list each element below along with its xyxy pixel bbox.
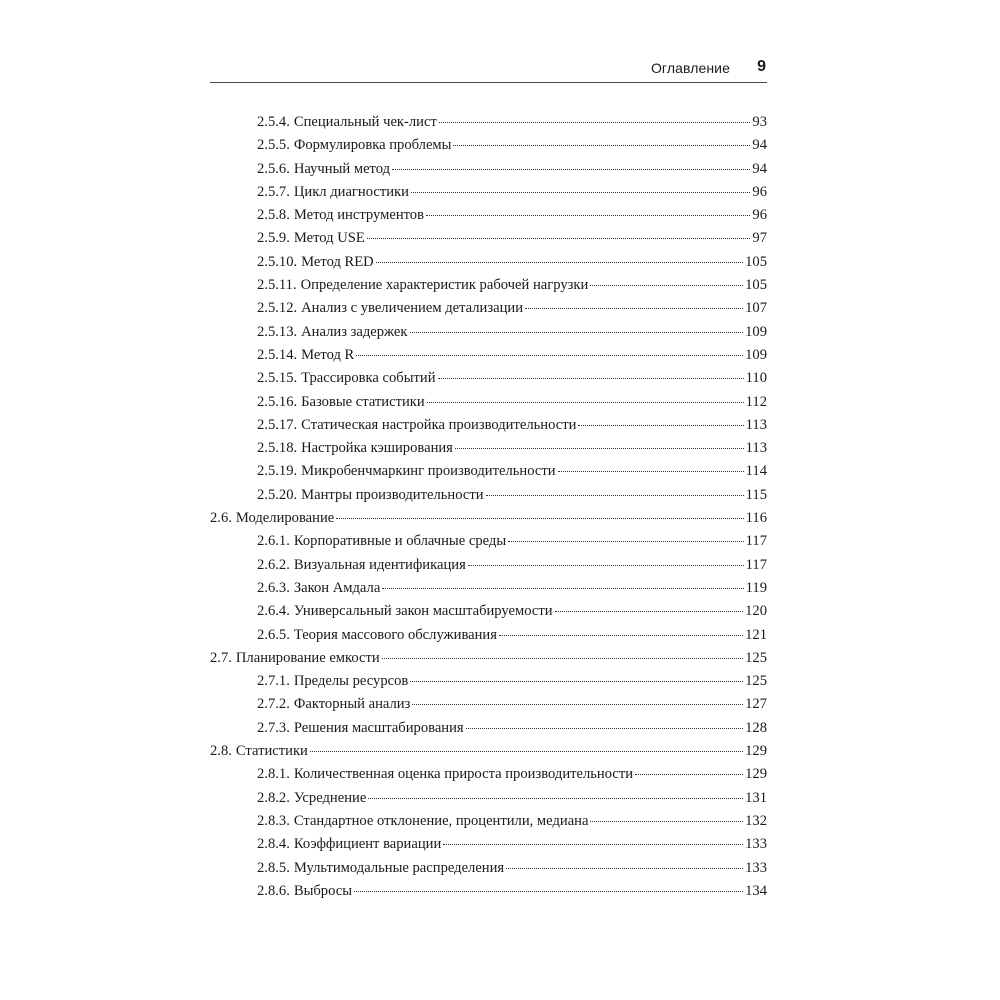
toc-entry[interactable] xyxy=(210,600,767,623)
toc-entry[interactable] xyxy=(210,810,767,833)
toc-entry-number: 2.5.11. xyxy=(257,277,297,294)
toc-entry-number: 2.5.10. xyxy=(257,253,298,270)
toc-entry-number: 2.7.3. xyxy=(257,719,290,736)
toc-entry-number: 2.5.5. xyxy=(257,137,290,154)
toc-entry-title: Метод RED xyxy=(301,253,374,270)
toc-entry-page: 109 xyxy=(745,323,767,340)
toc-entry-page: 105 xyxy=(745,253,767,270)
toc-entry-title: Статическая настройка производительности xyxy=(301,416,577,433)
toc-dot-leader xyxy=(590,285,743,286)
toc-entry-page: 133 xyxy=(745,836,767,853)
toc-entry-title: Мантры производительности xyxy=(301,486,484,503)
toc-entry-number: 2.5.12. xyxy=(257,300,298,317)
toc-entry-number: 2.5.19. xyxy=(257,463,298,480)
toc-entry[interactable] xyxy=(210,880,767,903)
toc-dot-leader xyxy=(443,844,743,845)
toc-entry[interactable] xyxy=(210,181,767,204)
toc-dot-leader xyxy=(578,425,743,426)
toc-entry-page: 119 xyxy=(745,579,767,596)
toc-dot-leader xyxy=(310,751,743,752)
toc-entry-number: 2.5.8. xyxy=(257,207,290,224)
toc-entry-title: Визуальная идентификация xyxy=(293,556,466,573)
toc-dot-leader xyxy=(590,821,743,822)
toc-entry[interactable] xyxy=(210,414,767,437)
toc-entry-title: Настройка кэширования xyxy=(301,440,453,457)
toc-entry-title: Метод R xyxy=(301,346,355,363)
toc-dot-leader xyxy=(499,635,743,636)
toc-entry-page: 127 xyxy=(745,696,767,713)
toc-entry-title: Теория массового обслуживания xyxy=(293,626,497,643)
toc-dot-leader xyxy=(466,728,743,729)
toc-entry-page: 114 xyxy=(745,463,767,480)
toc-entry-number: 2.5.18. xyxy=(257,440,298,457)
toc-entry-title: Выбросы xyxy=(293,882,353,899)
toc-entry-title: Метод USE xyxy=(293,230,365,247)
toc-entry[interactable] xyxy=(210,204,767,227)
toc-dot-leader xyxy=(506,868,743,869)
toc-entry-title: Пределы ресурсов xyxy=(293,673,409,690)
toc-entry-number: 2.5.9. xyxy=(257,230,290,247)
toc-entry[interactable] xyxy=(210,787,767,810)
toc-dot-leader xyxy=(411,192,750,193)
toc-entry-page: 93 xyxy=(752,114,767,130)
toc-dot-leader xyxy=(336,518,743,519)
toc-entry[interactable] xyxy=(210,670,767,693)
toc-dot-leader xyxy=(382,588,743,589)
toc-entry-number: 2.8.4. xyxy=(257,836,290,853)
toc-entry[interactable] xyxy=(210,391,767,414)
toc-entry-page: 96 xyxy=(752,183,767,200)
toc-entry-number: 2.5.15. xyxy=(257,370,298,387)
toc-dot-leader xyxy=(486,495,744,496)
toc-dot-leader xyxy=(427,402,744,403)
toc-entry-title: Определение характеристик рабочей нагрузки xyxy=(300,277,589,294)
toc-entry-number: 2.8.3. xyxy=(257,812,290,829)
toc-entry-title: Формулировка проблемы xyxy=(293,137,452,154)
toc-entry-page: 116 xyxy=(745,510,767,527)
running-header xyxy=(210,58,767,83)
toc-entry-page: 112 xyxy=(745,393,767,410)
toc-entry-title: Микробенчмаркинг производительности xyxy=(301,463,556,480)
toc-entry-title: Универсальный закон масштабируемости xyxy=(293,603,553,620)
toc-dot-leader xyxy=(382,658,743,659)
toc-entry[interactable] xyxy=(210,344,767,367)
toc-entry[interactable] xyxy=(210,577,767,600)
toc-entry-number: 2.6.3. xyxy=(257,579,290,596)
toc-entry-number: 2.5.7. xyxy=(257,183,290,200)
toc-entry[interactable] xyxy=(210,693,767,716)
toc-entry-page: 129 xyxy=(745,743,767,760)
toc-entry-page: 133 xyxy=(745,859,767,876)
toc-entry-page: 113 xyxy=(745,416,767,433)
toc-entry-title: Усреднение xyxy=(293,789,367,806)
toc-entry-title: Корпоративные и облачные среды xyxy=(293,533,507,550)
toc-entry-page: 110 xyxy=(745,370,767,387)
toc-dot-leader xyxy=(356,355,743,356)
toc-entry-page: 115 xyxy=(745,486,767,503)
toc-dot-leader xyxy=(426,215,750,216)
toc-entry-number: 2.6.1. xyxy=(257,533,290,550)
toc-entry-title: Научный метод xyxy=(293,160,391,177)
toc-entry-number: 2.6.2. xyxy=(257,556,290,573)
toc-entry[interactable] xyxy=(210,321,767,344)
toc-entry-title: Планирование емкости xyxy=(235,649,380,666)
toc-entry-title: Коэффициент вариации xyxy=(293,836,442,853)
toc-entry-page: 96 xyxy=(752,207,767,224)
toc-entry-number: 2.6.5. xyxy=(257,626,290,643)
toc-entry[interactable] xyxy=(210,717,767,740)
toc-dot-leader xyxy=(410,332,744,333)
toc-dot-leader xyxy=(354,891,743,892)
toc-entry-page: 120 xyxy=(745,603,767,620)
toc-entry[interactable] xyxy=(210,251,767,274)
toc-entry-number: 2.6.4. xyxy=(257,603,290,620)
toc-entry[interactable] xyxy=(210,158,767,181)
toc-entry-page: 113 xyxy=(745,440,767,457)
toc-entry-title: Закон Амдала xyxy=(293,579,381,596)
toc-entry-page: 134 xyxy=(745,882,767,899)
toc-entry-page: 128 xyxy=(745,719,767,736)
toc-dot-leader xyxy=(438,378,744,379)
toc-entry[interactable] xyxy=(210,460,767,483)
toc-dot-leader xyxy=(558,471,744,472)
toc-entry[interactable] xyxy=(210,297,767,320)
toc-entry-number: 2.8.2. xyxy=(257,789,290,806)
toc-entry-page: 131 xyxy=(745,789,767,806)
toc-dot-leader xyxy=(367,238,751,239)
toc-entry-page: 94 xyxy=(752,160,767,177)
toc-entry-number: 2.5.14. xyxy=(257,346,298,363)
toc-entry[interactable] xyxy=(210,484,767,507)
toc-entry-title: Стандартное отклонение, процентили, медиана xyxy=(293,812,589,829)
toc-dot-leader xyxy=(555,611,744,612)
toc-entry-title: Трассировка событий xyxy=(301,370,436,387)
toc-entry[interactable] xyxy=(210,367,767,390)
toc-entry-title: Анализ задержек xyxy=(301,323,408,340)
toc-entry-page: 105 xyxy=(745,277,767,294)
toc-entry[interactable] xyxy=(210,227,767,250)
toc-entry-number: 2.5.20. xyxy=(257,486,298,503)
toc-entry-number: 2.6. xyxy=(210,510,232,527)
toc-dot-leader xyxy=(439,122,751,123)
toc-entry-title: Решения масштабирования xyxy=(293,719,464,736)
toc-entry-title: Статистики xyxy=(235,743,308,760)
toc-dot-leader xyxy=(392,169,750,170)
toc-dot-leader xyxy=(412,704,743,705)
toc-entry-title: Факторный анализ xyxy=(293,696,411,713)
toc-entry-page: 94 xyxy=(752,137,767,154)
toc-entry-number: 2.5.17. xyxy=(257,416,298,433)
toc-entry-page: 132 xyxy=(745,812,767,829)
toc-entry-number: 2.5.4. xyxy=(257,114,290,130)
toc-entry[interactable] xyxy=(210,554,767,577)
toc-entry-number: 2.5.6. xyxy=(257,160,290,177)
toc-entry-title: Количественная оценка прироста производительности xyxy=(293,766,634,783)
toc-entry[interactable] xyxy=(210,507,767,530)
toc-entry-number: 2.8.1. xyxy=(257,766,290,783)
toc-entry-number: 2.8. xyxy=(210,743,232,760)
toc-entry-page: 125 xyxy=(745,673,767,690)
toc-entry[interactable] xyxy=(210,134,767,157)
toc-entry-page: 117 xyxy=(745,533,767,550)
toc-entry-page: 107 xyxy=(745,300,767,317)
toc-entry-number: 2.8.6. xyxy=(257,882,290,899)
toc-entry[interactable] xyxy=(210,833,767,856)
toc-entry-page: 117 xyxy=(745,556,767,573)
toc-dot-leader xyxy=(376,262,743,263)
running-header-title: Оглавление xyxy=(650,60,730,76)
toc-dot-leader xyxy=(453,145,750,146)
toc-entry[interactable] xyxy=(210,647,767,670)
toc-dot-leader xyxy=(635,774,743,775)
toc-entry-number: 2.5.13. xyxy=(257,323,298,340)
toc-entry-title: Мультимодальные распределения xyxy=(293,859,505,876)
toc-entry[interactable] xyxy=(210,857,767,880)
toc-dot-leader xyxy=(455,448,744,449)
toc-entry-page: 125 xyxy=(745,649,767,666)
toc-entry[interactable] xyxy=(210,740,767,763)
toc-entry[interactable] xyxy=(210,437,767,460)
toc-entry-title: Специальный чек-лист xyxy=(293,114,437,130)
toc-entry-number: 2.5.16. xyxy=(257,393,298,410)
table-of-contents xyxy=(210,111,767,903)
page-number: 9 xyxy=(757,58,766,75)
toc-dot-leader xyxy=(410,681,743,682)
toc-dot-leader xyxy=(368,798,743,799)
toc-entry-number: 2.7.1. xyxy=(257,673,290,690)
toc-entry-title: Моделирование xyxy=(235,510,335,527)
toc-dot-leader xyxy=(508,541,744,542)
toc-dot-leader xyxy=(468,565,744,566)
toc-entry[interactable] xyxy=(210,274,767,297)
toc-entry-page: 121 xyxy=(745,626,767,643)
toc-entry-title: Метод инструментов xyxy=(293,207,424,224)
toc-entry[interactable] xyxy=(210,763,767,786)
toc-entry-title: Цикл диагностики xyxy=(293,183,409,200)
toc-entry-page: 109 xyxy=(745,346,767,363)
toc-entry[interactable] xyxy=(210,530,767,553)
toc-entry[interactable] xyxy=(210,624,767,647)
toc-entry-page: 97 xyxy=(752,230,767,247)
toc-entry-number: 2.7.2. xyxy=(257,696,290,713)
toc-entry-title: Базовые статистики xyxy=(301,393,425,410)
toc-entry-title: Анализ с увеличением детализации xyxy=(301,300,524,317)
toc-dot-leader xyxy=(525,308,743,309)
toc-entry-page: 129 xyxy=(745,766,767,783)
toc-entry-number: 2.8.5. xyxy=(257,859,290,876)
toc-entry-number: 2.7. xyxy=(210,649,232,666)
toc-entry[interactable] xyxy=(210,111,767,134)
